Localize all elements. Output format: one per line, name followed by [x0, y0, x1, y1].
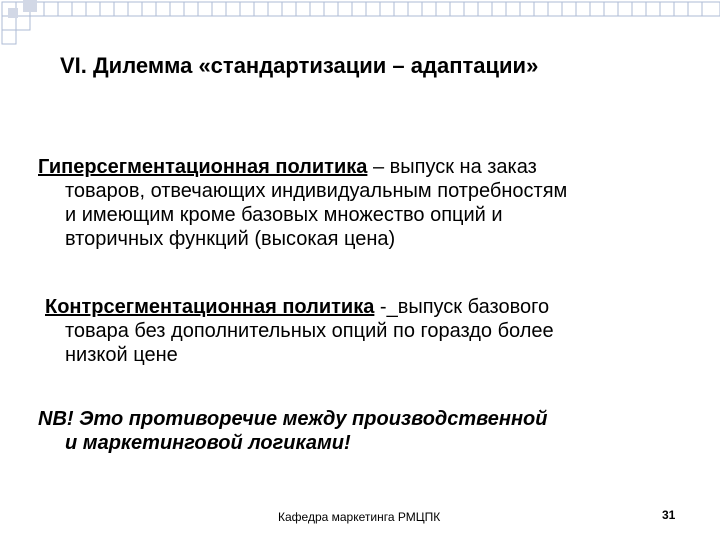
term-countersegmentation: Контрсегментационная политика	[45, 296, 375, 318]
nb-line-2: и маркетинговой логиками!	[65, 432, 351, 454]
nb-line-1: NB! Это противоречие между производственной	[38, 408, 548, 430]
paragraph-line-1	[38, 155, 698, 179]
paragraph-line-4: вторичных функций (высокая цена)	[65, 228, 396, 250]
paragraph-line-2: товаров, отвечающих индивидуальным потребностям	[65, 180, 568, 202]
paragraph-countersegmentation	[45, 295, 705, 367]
decorative-squares	[0, 0, 720, 60]
paragraph-line-1	[45, 295, 705, 319]
page-number: 31	[662, 508, 676, 522]
paragraph-hypersegmentation	[38, 155, 698, 251]
slide-title: VI. Дилемма «стандартизации – адаптации»	[60, 53, 539, 78]
paragraph-line-3: и имеющим кроме базовых множество опций и	[65, 204, 503, 226]
term-hypersegmentation: Гиперсегментационная политика	[38, 156, 368, 178]
footer-text: Кафедра маркетинга РМЦПК	[278, 510, 441, 524]
definition-start: – выпуск на заказ	[367, 156, 537, 178]
definition-start: -_выпуск базового	[374, 296, 550, 318]
paragraph-nb-note	[38, 407, 698, 455]
paragraph-line-2: товара без дополнительных опций по гораздо более	[65, 320, 554, 342]
paragraph-line-3: низкой цене	[65, 344, 178, 366]
